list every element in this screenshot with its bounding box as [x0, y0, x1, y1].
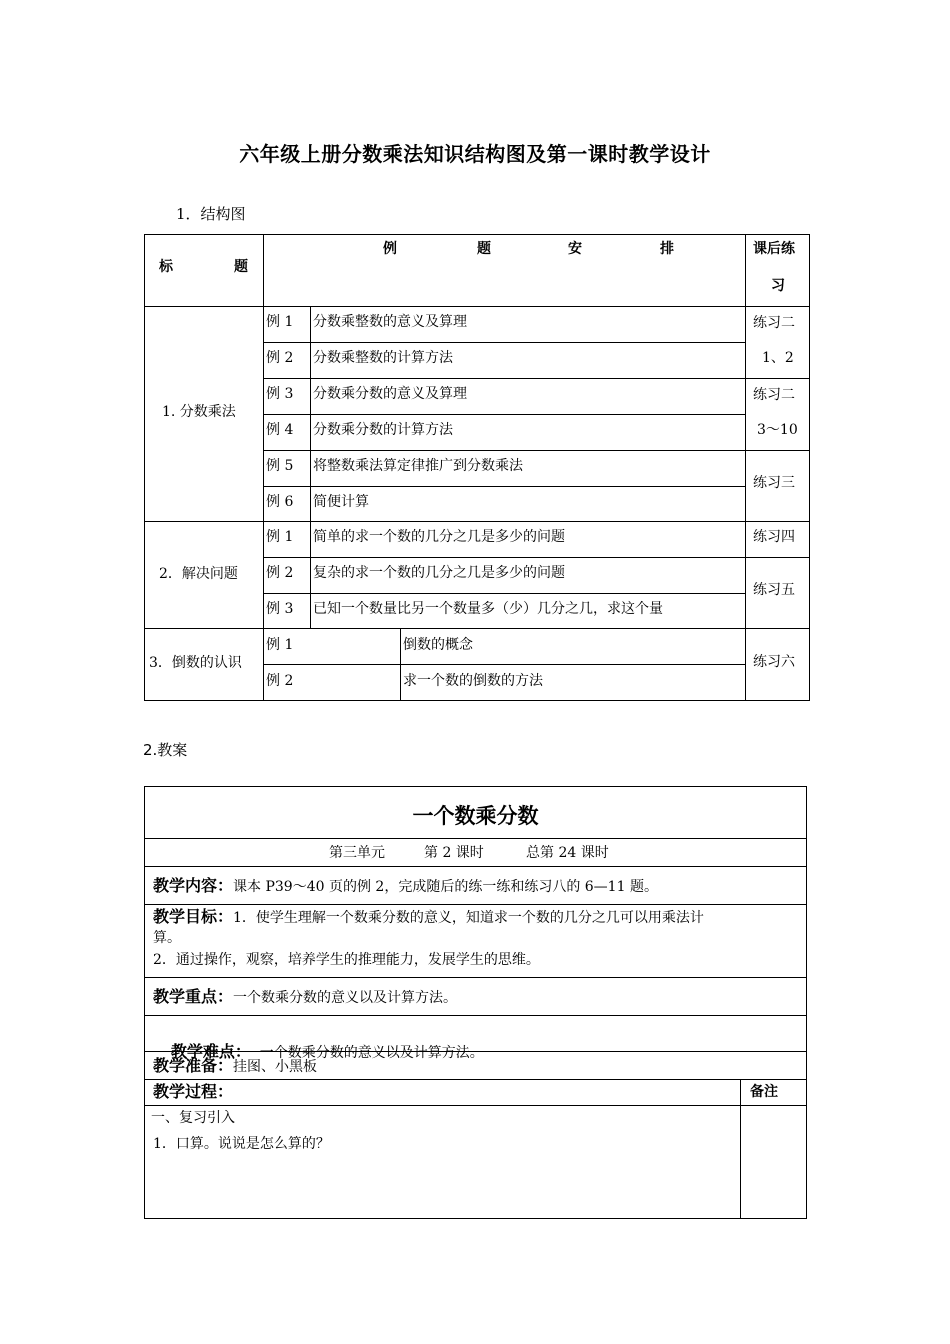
lesson-meta-total: 总第 24 课时	[526, 845, 609, 861]
example-number: 例 1	[266, 637, 294, 653]
table-border	[144, 700, 810, 701]
table-rule	[144, 1015, 807, 1016]
header-title-char: 标	[159, 259, 173, 275]
teaching-goals-line: 算。	[153, 929, 181, 946]
teaching-prep-text: 挂图、小黑板	[233, 1059, 318, 1075]
table-rule	[263, 557, 746, 558]
table-rule	[144, 521, 810, 522]
teaching-focus-text: 一个数乘分数的意义以及计算方法。	[233, 990, 458, 1006]
teaching-prep	[153, 1056, 317, 1077]
teaching-process-label: 教学过程：	[153, 1082, 234, 1101]
table-rule	[400, 628, 401, 701]
header-exercise: 习	[771, 278, 785, 294]
example-number: 例 2	[266, 673, 294, 689]
notes-label: 备注	[750, 1084, 778, 1100]
table-rule	[263, 342, 746, 343]
group-title: 1. 分数乘法	[162, 404, 236, 420]
exercise-label: 练习二	[753, 315, 795, 331]
example-content: 简便计算	[313, 494, 369, 510]
example-content: 倒数的概念	[403, 637, 473, 653]
table-rule	[144, 977, 807, 978]
example-content: 分数乘分数的意义及算理	[313, 386, 467, 402]
lesson-title: 一个数乘分数	[412, 804, 539, 828]
header-examples-char: 安	[568, 241, 582, 257]
example-number: 例 3	[266, 386, 294, 402]
table-rule	[263, 450, 746, 451]
table-rule	[144, 866, 807, 867]
header-title-char: 题	[234, 259, 248, 275]
table-rule	[263, 486, 746, 487]
exercise-label: 3～10	[757, 422, 798, 438]
teaching-focus	[153, 987, 457, 1008]
table-rule	[144, 838, 807, 839]
table-border	[809, 234, 810, 701]
table-rule	[310, 306, 311, 629]
process-line: 1．口算。说说是怎么算的？	[153, 1136, 330, 1152]
group-title: 2．解决问题	[159, 566, 238, 582]
table-border	[144, 1218, 807, 1219]
section-structure-label: 1．结构图	[176, 205, 246, 223]
teaching-prep-label: 教学准备：	[153, 1056, 234, 1075]
teaching-difficulty-text: 一个数乘分数的意义以及计算方法。	[250, 1044, 484, 1061]
example-number: 例 1	[266, 529, 294, 545]
example-content: 求一个数的倒数的方法	[403, 673, 543, 689]
group-title: 3．倒数的认识	[149, 655, 242, 671]
exercise-label: 1、2	[762, 350, 794, 366]
section-lesson-label: 2.教案	[143, 741, 188, 759]
exercise-label: 练习三	[753, 475, 795, 491]
table-rule	[263, 593, 746, 594]
teaching-content-text: 课本 P39～40 页的例 2，完成随后的练一练和练习八的 6—11 题。	[233, 879, 658, 895]
teaching-content	[153, 876, 658, 897]
table-rule	[144, 1105, 807, 1106]
teaching-goals-line: 1．使学生理解一个数乘分数的意义，知道求一个数的几分之几可以用乘法计	[233, 910, 704, 926]
table-border	[745, 234, 746, 701]
exercise-label: 练习四	[753, 529, 795, 545]
document-title: 六年级上册分数乘法知识结构图及第一课时教学设计	[239, 142, 711, 166]
table-border	[144, 786, 807, 787]
example-number: 例 5	[266, 458, 294, 474]
table-rule	[144, 904, 807, 905]
example-number: 例 1	[266, 314, 294, 330]
teaching-difficulty-label: 教学难点：	[170, 1041, 251, 1061]
example-number: 例 4	[266, 422, 294, 438]
teaching-goals-line: 2．通过操作，观察，培养学生的推理能力，发展学生的思维。	[153, 952, 540, 968]
example-content: 简单的求一个数的几分之几是多少的问题	[313, 529, 565, 545]
example-content: 复杂的求一个数的几分之几是多少的问题	[313, 565, 565, 581]
example-content: 已知一个数量比另一个数量多（少）几分之几，求这个量	[313, 601, 663, 617]
example-number: 例 2	[266, 350, 294, 366]
exercise-label: 练习五	[753, 582, 795, 598]
example-content: 分数乘整数的计算方法	[313, 350, 453, 366]
teaching-content-label: 教学内容：	[153, 876, 234, 895]
example-content: 将整数乘法算定律推广到分数乘法	[313, 458, 523, 474]
teaching-focus-label: 教学重点：	[153, 987, 234, 1006]
table-rule	[740, 1079, 741, 1219]
example-content: 分数乘分数的计算方法	[313, 422, 453, 438]
table-rule	[263, 414, 746, 415]
table-border	[144, 234, 145, 701]
example-number: 例 2	[266, 565, 294, 581]
table-border	[806, 786, 807, 1219]
table-rule	[263, 378, 746, 379]
exercise-label: 练习六	[753, 654, 795, 670]
table-rule	[144, 306, 810, 307]
teaching-goals	[153, 907, 803, 970]
header-examples-char: 题	[477, 241, 491, 257]
table-border	[144, 786, 145, 1219]
example-content: 分数乘整数的意义及算理	[313, 314, 467, 330]
table-rule	[144, 628, 810, 629]
header-examples-char: 例	[383, 241, 397, 257]
table-rule	[745, 378, 810, 379]
example-number: 例 3	[266, 601, 294, 617]
table-border	[144, 234, 810, 235]
table-rule	[745, 557, 810, 558]
table-rule	[263, 664, 746, 665]
table-rule	[745, 450, 810, 451]
lesson-meta-unit: 第三单元	[329, 845, 385, 861]
exercise-label: 练习二	[753, 387, 795, 403]
table-border	[263, 234, 264, 701]
lesson-meta-lesson: 第 2 课时	[424, 845, 484, 861]
example-number: 例 6	[266, 494, 294, 510]
teaching-goals-label: 教学目标：	[153, 907, 234, 926]
header-exercise: 课后练	[753, 241, 795, 257]
process-line: 一、复习引入	[151, 1110, 235, 1126]
header-examples-char: 排	[660, 241, 674, 257]
